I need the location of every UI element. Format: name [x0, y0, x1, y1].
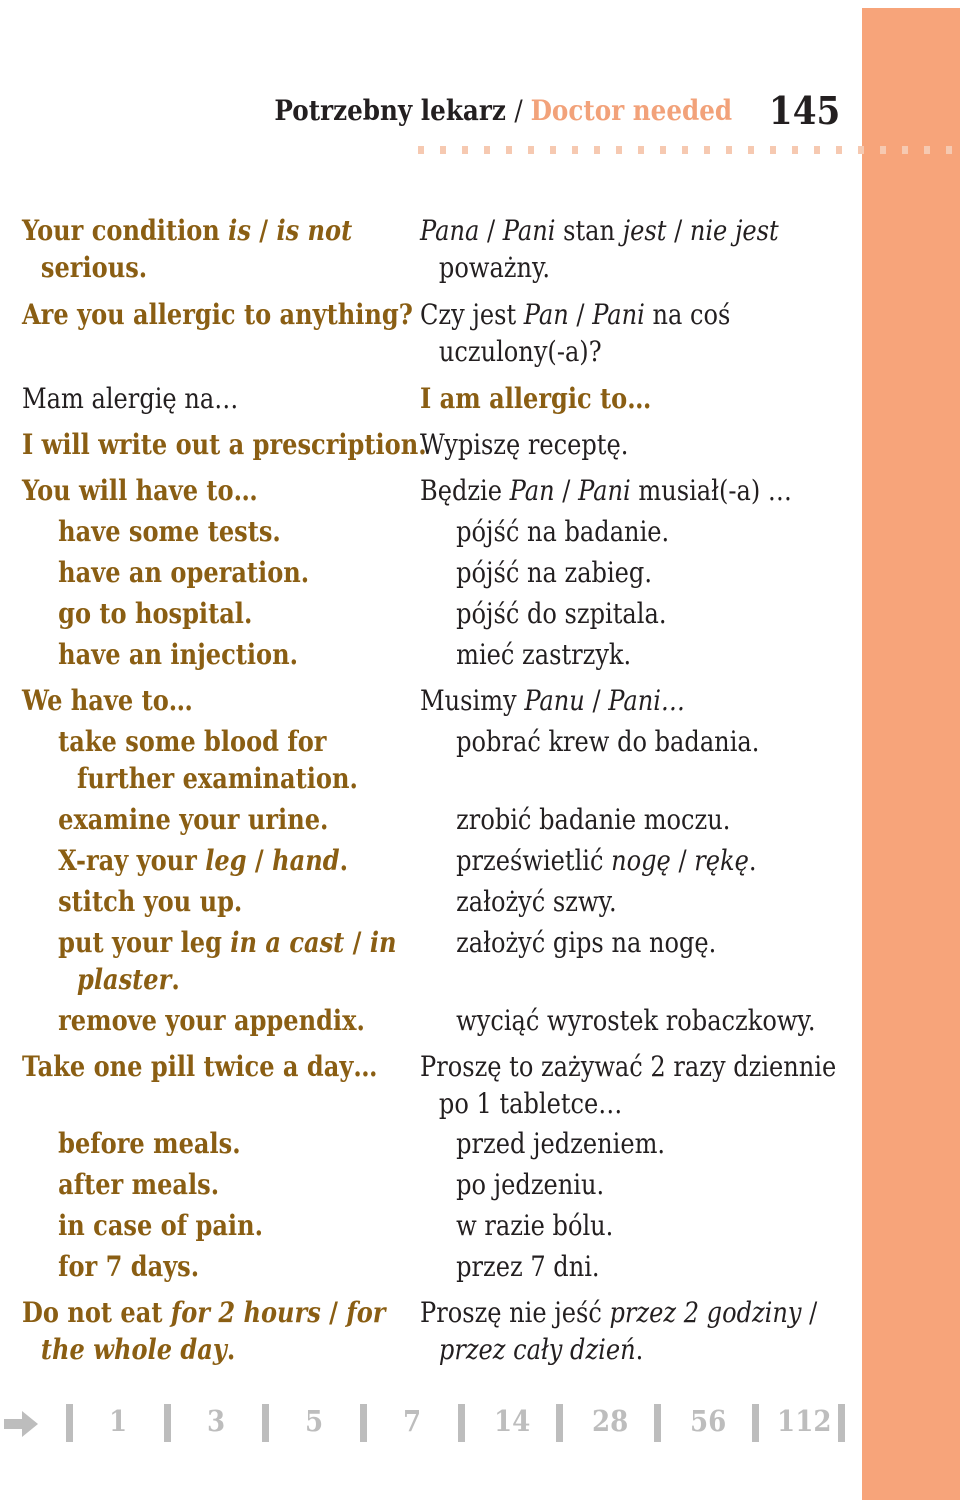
english-phrase: Take one pill twice a day…: [22, 1050, 378, 1083]
phrase-row: [22, 595, 852, 636]
index-divider: [360, 1404, 367, 1442]
english-phrase: after meals.: [58, 1168, 220, 1201]
polish-phrase: Musimy Panu / Pani…: [420, 684, 686, 717]
polish-phrase: założyć szwy.: [456, 885, 617, 918]
title-separator: /: [514, 94, 523, 127]
polish-phrase: Proszę to zażywać 2 razy dziennie po 1 tabletce…: [420, 1050, 837, 1120]
index-divider: [164, 1404, 171, 1442]
title-english: Doctor needed: [530, 94, 732, 127]
english-phrase: You will have to…: [22, 474, 258, 507]
phrase-row: [22, 212, 852, 296]
english-phrase: have an injection.: [58, 638, 298, 671]
polish-phrase: Będzie Pan / Pani musiał(-a) …: [420, 474, 792, 507]
polish-phrase: Pana / Pani stan jest / nie jest poważny.: [420, 214, 779, 284]
polish-phrase: pójść na badanie.: [456, 515, 670, 548]
index-divider: [654, 1404, 661, 1442]
index-divider: [66, 1404, 73, 1442]
page-number: 145: [768, 88, 840, 133]
english-phrase: go to hospital.: [58, 597, 253, 630]
index-number[interactable]: 14: [494, 1404, 531, 1438]
phrase-row: [22, 1125, 852, 1166]
english-phrase: Your condition is / is not serious.: [22, 214, 353, 284]
phrase-row: [22, 296, 852, 380]
index-divider: [458, 1404, 465, 1442]
english-phrase: take some blood for further examination.: [58, 725, 358, 795]
page-title: [274, 94, 732, 127]
polish-phrase: Czy jest Pan / Pani na coś uczulony(-a)?: [420, 298, 731, 368]
dotted-rule: [418, 146, 960, 154]
phrase-row: [22, 1248, 852, 1294]
index-number[interactable]: 28: [592, 1404, 629, 1438]
english-phrase: X-ray your leg / hand.: [58, 844, 348, 877]
index-number[interactable]: 112: [777, 1404, 832, 1438]
phrase-list: [22, 212, 852, 1374]
phrase-row: [22, 682, 852, 723]
polish-phrase: przez 7 dni.: [456, 1250, 600, 1283]
polish-phrase: Proszę nie jeść przez 2 godziny / przez cały dzień.: [420, 1296, 818, 1366]
phrase-row: [22, 1166, 852, 1207]
phrase-row: [22, 924, 852, 1002]
index-number[interactable]: 3: [207, 1404, 226, 1438]
index-divider: [838, 1404, 845, 1442]
phrase-row: [22, 554, 852, 595]
english-phrase: Are you allergic to anything?: [22, 298, 413, 331]
phrase-row: [22, 472, 852, 513]
phrase-row: [22, 842, 852, 883]
polish-phrase: przed jedzeniem.: [456, 1127, 666, 1160]
page-header: [0, 86, 862, 140]
polish-phrase: prześwietlić nogę / rękę.: [456, 844, 757, 877]
polish-phrase: po jedzeniu.: [456, 1168, 605, 1201]
polish-phrase: w razie bólu.: [456, 1209, 614, 1242]
english-phrase: I will write out a prescription.: [22, 428, 427, 461]
arrow-icon: [4, 1410, 38, 1438]
phrase-row: [22, 1002, 852, 1048]
index-divider: [752, 1404, 759, 1442]
english-phrase: before meals.: [58, 1127, 241, 1160]
phrase-row: [22, 636, 852, 682]
english-phrase: for 7 days.: [58, 1250, 200, 1283]
index-number[interactable]: 1: [109, 1404, 128, 1438]
polish-phrase: Mam alergię na…: [22, 382, 239, 415]
phrase-row: [22, 426, 852, 472]
english-phrase: put your leg in a cast / in plaster.: [58, 926, 397, 996]
english-phrase: We have to…: [22, 684, 193, 717]
polish-phrase: Wypiszę receptę.: [420, 428, 629, 461]
polish-phrase: pójść na zabieg.: [456, 556, 652, 589]
index-number[interactable]: 56: [690, 1404, 727, 1438]
english-phrase: remove your appendix.: [58, 1004, 365, 1037]
index-number[interactable]: 7: [403, 1404, 422, 1438]
polish-phrase: wyciąć wyrostek robaczkowy.: [456, 1004, 816, 1037]
english-phrase: Do not eat for 2 hours / for the whole day.: [22, 1296, 386, 1366]
polish-phrase: założyć gips na nogę.: [456, 926, 717, 959]
phrase-row: [22, 1048, 852, 1125]
english-phrase: have an operation.: [58, 556, 310, 589]
index-number[interactable]: 5: [305, 1404, 324, 1438]
index-divider: [262, 1404, 269, 1442]
english-phrase: in case of pain.: [58, 1209, 263, 1242]
english-phrase: examine your urine.: [58, 803, 329, 836]
title-polish: Potrzebny lekarz: [274, 94, 506, 127]
phrase-row: [22, 801, 852, 842]
phrase-row: [22, 723, 852, 801]
phrase-row: [22, 883, 852, 924]
english-phrase: stitch you up.: [58, 885, 243, 918]
phrase-row: [22, 513, 852, 554]
phrase-row: [22, 380, 852, 426]
polish-phrase: pobrać krew do badania.: [456, 725, 760, 758]
index-divider: [556, 1404, 563, 1442]
polish-phrase: mieć zastrzyk.: [456, 638, 632, 671]
phrase-row: [22, 1207, 852, 1248]
english-phrase: have some tests.: [58, 515, 281, 548]
english-phrase: I am allergic to…: [420, 382, 652, 415]
polish-phrase: pójść do szpitala.: [456, 597, 667, 630]
page-side-tab: [862, 8, 960, 1500]
page-index-footer: [0, 1400, 862, 1448]
phrase-row: [22, 1294, 852, 1374]
polish-phrase: zrobić badanie moczu.: [456, 803, 731, 836]
